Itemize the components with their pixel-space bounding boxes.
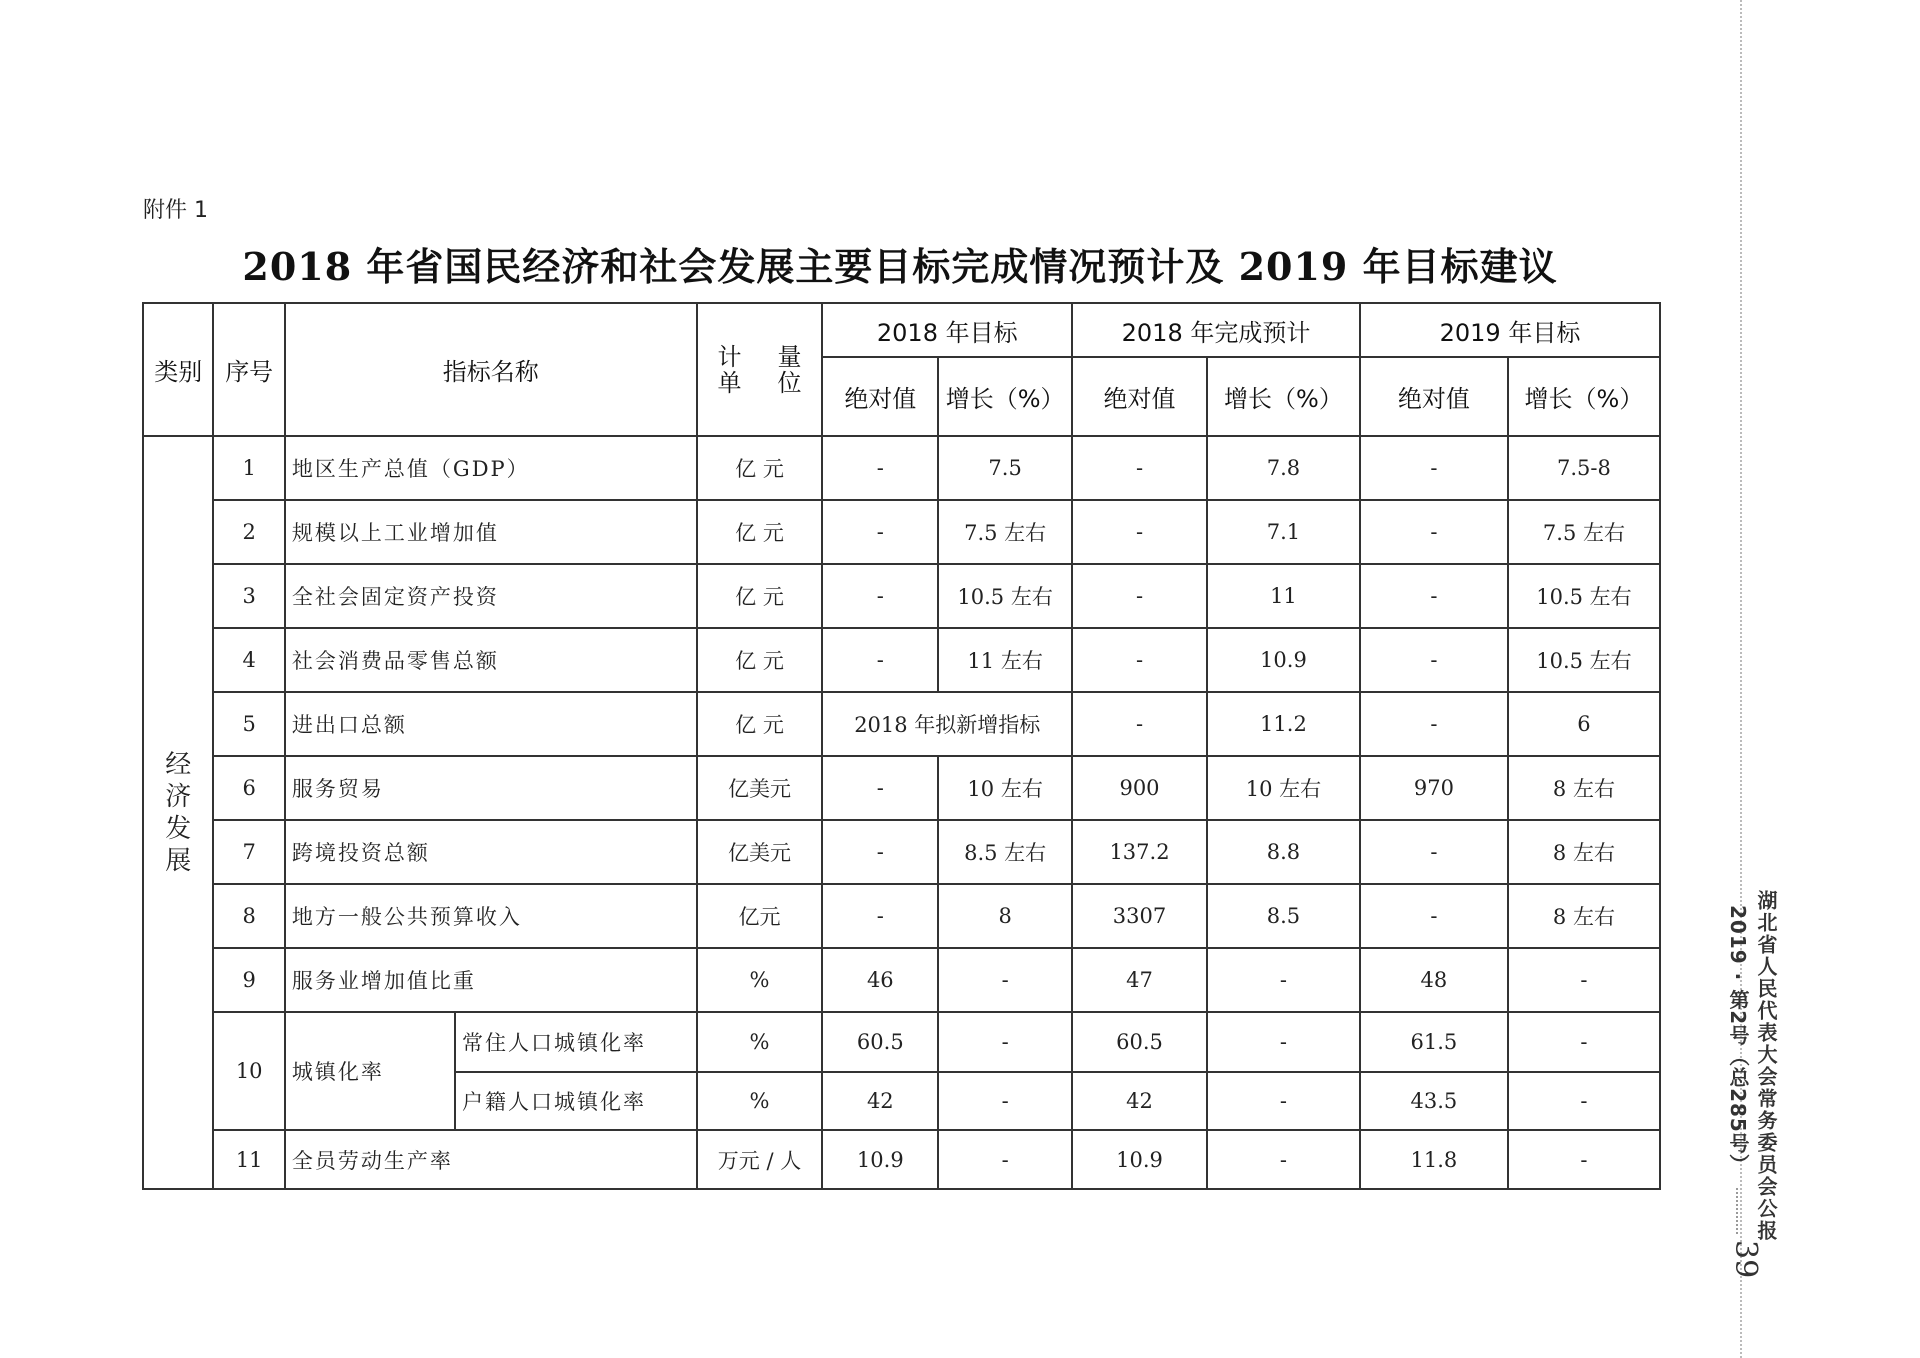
target-2018-growth: - [938,1072,1072,1130]
target-2018-merged: 2018 年拟新增指标 [822,692,1072,756]
target-2019-abs: 48 [1360,948,1508,1012]
forecast-2018-abs: - [1072,628,1207,692]
indicator-name: 跨境投资总额 [285,820,697,884]
unit-cell: % [697,948,823,1012]
forecast-2018-growth: 10.9 [1207,628,1360,692]
header-2018-target: 2018 年目标 [822,303,1072,357]
target-2018-abs: - [822,436,938,500]
forecast-2018-growth: 7.1 [1207,500,1360,564]
table-row [143,564,1660,628]
forecast-2018-growth: 8.5 [1207,884,1360,948]
table-row [143,756,1660,820]
target-2018-abs: 42 [822,1072,938,1130]
unit-cell: % [697,1012,823,1072]
table-row [143,436,1660,500]
indicator-name: 地区生产总值（GDP） [285,436,697,500]
unit-cell: 亿 元 [697,564,823,628]
target-2019-abs: 43.5 [1360,1072,1508,1130]
attachment-label: 附件 1 [143,198,208,223]
target-2018-growth: 8.5 左右 [938,820,1072,884]
header-indicator: 指标名称 [285,303,697,436]
target-2019-growth: - [1508,1130,1660,1189]
issue-label: 2019 · 第2号（总285号） [1726,905,1750,1175]
target-2019-abs: - [1360,884,1508,948]
forecast-2018-growth: 8.8 [1207,820,1360,884]
forecast-2018-abs: 10.9 [1072,1130,1207,1189]
forecast-2018-abs: 3307 [1072,884,1207,948]
category-cell [143,436,213,1189]
target-2019-growth: 6 [1508,692,1660,756]
header-seq: 序号 [213,303,284,436]
header-growth: 增长（%） [1508,357,1660,436]
forecast-2018-growth: 10 左右 [1207,756,1360,820]
unit-cell: 亿美元 [697,820,823,884]
seq-cell: 7 [213,820,284,884]
table-row [143,692,1660,756]
header-unit-char: 计 [717,342,742,371]
indicator-subname: 常住人口城镇化率 [455,1012,697,1072]
forecast-2018-growth: 11.2 [1207,692,1360,756]
unit-cell: 亿 元 [697,500,823,564]
target-2019-abs: - [1360,436,1508,500]
target-2018-abs: - [822,884,938,948]
header-growth: 增长（%） [1207,357,1360,436]
seq-cell: 11 [213,1130,284,1189]
seq-cell: 6 [213,756,284,820]
indicator-name: 进出口总额 [285,692,697,756]
target-2019-abs: - [1360,564,1508,628]
header-abs: 绝对值 [1360,357,1508,436]
indicator-name: 服务业增加值比重 [285,948,697,1012]
target-2018-abs: - [822,628,938,692]
target-2019-growth: - [1508,1072,1660,1130]
header-unit-char: 位 [777,368,802,397]
unit-cell: 亿 元 [697,436,823,500]
target-2018-abs: - [822,500,938,564]
forecast-2018-growth: - [1207,1072,1360,1130]
forecast-2018-abs: 42 [1072,1072,1207,1130]
forecast-2018-growth: - [1207,1012,1360,1072]
seq-cell: 4 [213,628,284,692]
target-2018-growth: - [938,1012,1072,1072]
target-2019-abs: - [1360,628,1508,692]
table-row [143,1012,1660,1072]
target-2019-growth: 8 左右 [1508,820,1660,884]
target-2019-growth: - [1508,1012,1660,1072]
seq-cell: 1 [213,436,284,500]
seq-cell: 3 [213,564,284,628]
target-2018-growth: 10 左右 [938,756,1072,820]
target-2019-growth: - [1508,948,1660,1012]
unit-cell: 亿元 [697,884,823,948]
forecast-2018-abs: 60.5 [1072,1012,1207,1072]
header-category: 类别 [143,303,213,436]
table-row [143,820,1660,884]
table-row [143,948,1660,1012]
target-2019-growth: 7.5 左右 [1508,500,1660,564]
forecast-2018-abs: - [1072,436,1207,500]
target-2018-abs: - [822,820,938,884]
target-2018-growth: 7.5 [938,436,1072,500]
target-2019-abs: 970 [1360,756,1508,820]
target-2019-abs: 61.5 [1360,1012,1508,1072]
header-2018-forecast: 2018 年完成预计 [1072,303,1360,357]
seq-cell: 5 [213,692,284,756]
target-2019-abs: - [1360,500,1508,564]
forecast-2018-abs: 900 [1072,756,1207,820]
unit-cell: 亿 元 [697,692,823,756]
header-2019-target: 2019 年目标 [1360,303,1660,357]
target-2018-abs: - [822,756,938,820]
journal-name: 湖北省人民代表大会常务委员会公报 [1754,890,1778,1242]
target-2019-growth: 10.5 左右 [1508,564,1660,628]
table-row [143,500,1660,564]
indicator-name: 全员劳动生产率 [285,1130,697,1189]
dotted-leader [1736,1188,1738,1234]
target-2018-growth: 8 [938,884,1072,948]
forecast-2018-abs: - [1072,692,1207,756]
indicator-name: 规模以上工业增加值 [285,500,697,564]
target-2018-growth: - [938,948,1072,1012]
page-number: 39 [1728,1240,1763,1279]
indicator-name: 城镇化率 [285,1012,455,1130]
forecast-2018-growth: 11 [1207,564,1360,628]
forecast-2018-abs: 137.2 [1072,820,1207,884]
unit-cell: % [697,1072,823,1130]
target-2018-growth: - [938,1130,1072,1189]
header-unit [697,303,823,436]
target-2018-abs: - [822,564,938,628]
indicator-name: 地方一般公共预算收入 [285,884,697,948]
unit-cell: 亿美元 [697,756,823,820]
target-2019-growth: 10.5 左右 [1508,628,1660,692]
header-unit-char: 单 [717,368,742,397]
header-unit-char: 量 [777,342,802,371]
forecast-2018-abs: - [1072,564,1207,628]
target-2018-growth: 7.5 左右 [938,500,1072,564]
target-2018-abs: 46 [822,948,938,1012]
document-title: 2018 年省国民经济和社会发展主要目标完成情况预计及 2019 年目标建议 [242,244,1558,289]
target-2019-abs: - [1360,820,1508,884]
indicator-subname: 户籍人口城镇化率 [455,1072,697,1130]
target-2019-abs: 11.8 [1360,1130,1508,1189]
unit-cell: 万元 / 人 [697,1130,823,1189]
header-growth: 增长（%） [938,357,1072,436]
seq-cell: 10 [213,1012,284,1130]
forecast-2018-growth: - [1207,1130,1360,1189]
seq-cell: 2 [213,500,284,564]
indicator-name: 服务贸易 [285,756,697,820]
header-abs: 绝对值 [1072,357,1207,436]
forecast-2018-abs: - [1072,500,1207,564]
target-2018-abs: 10.9 [822,1130,938,1189]
seq-cell: 8 [213,884,284,948]
target-2019-abs: - [1360,692,1508,756]
header-abs: 绝对值 [822,357,938,436]
table-row [143,884,1660,948]
forecast-2018-abs: 47 [1072,948,1207,1012]
targets-table [142,302,1661,1190]
target-2018-growth: 11 左右 [938,628,1072,692]
header-row-1 [143,303,1660,357]
indicator-name: 社会消费品零售总额 [285,628,697,692]
target-2019-growth: 8 左右 [1508,756,1660,820]
target-2018-abs: 60.5 [822,1012,938,1072]
indicator-name: 全社会固定资产投资 [285,564,697,628]
category-label: 经济发展 [165,749,192,876]
target-2019-growth: 7.5-8 [1508,436,1660,500]
seq-cell: 9 [213,948,284,1012]
forecast-2018-growth: - [1207,948,1360,1012]
table-row [143,628,1660,692]
target-2018-growth: 10.5 左右 [938,564,1072,628]
target-2019-growth: 8 左右 [1508,884,1660,948]
unit-cell: 亿 元 [697,628,823,692]
table-row [143,1130,1660,1189]
forecast-2018-growth: 7.8 [1207,436,1360,500]
